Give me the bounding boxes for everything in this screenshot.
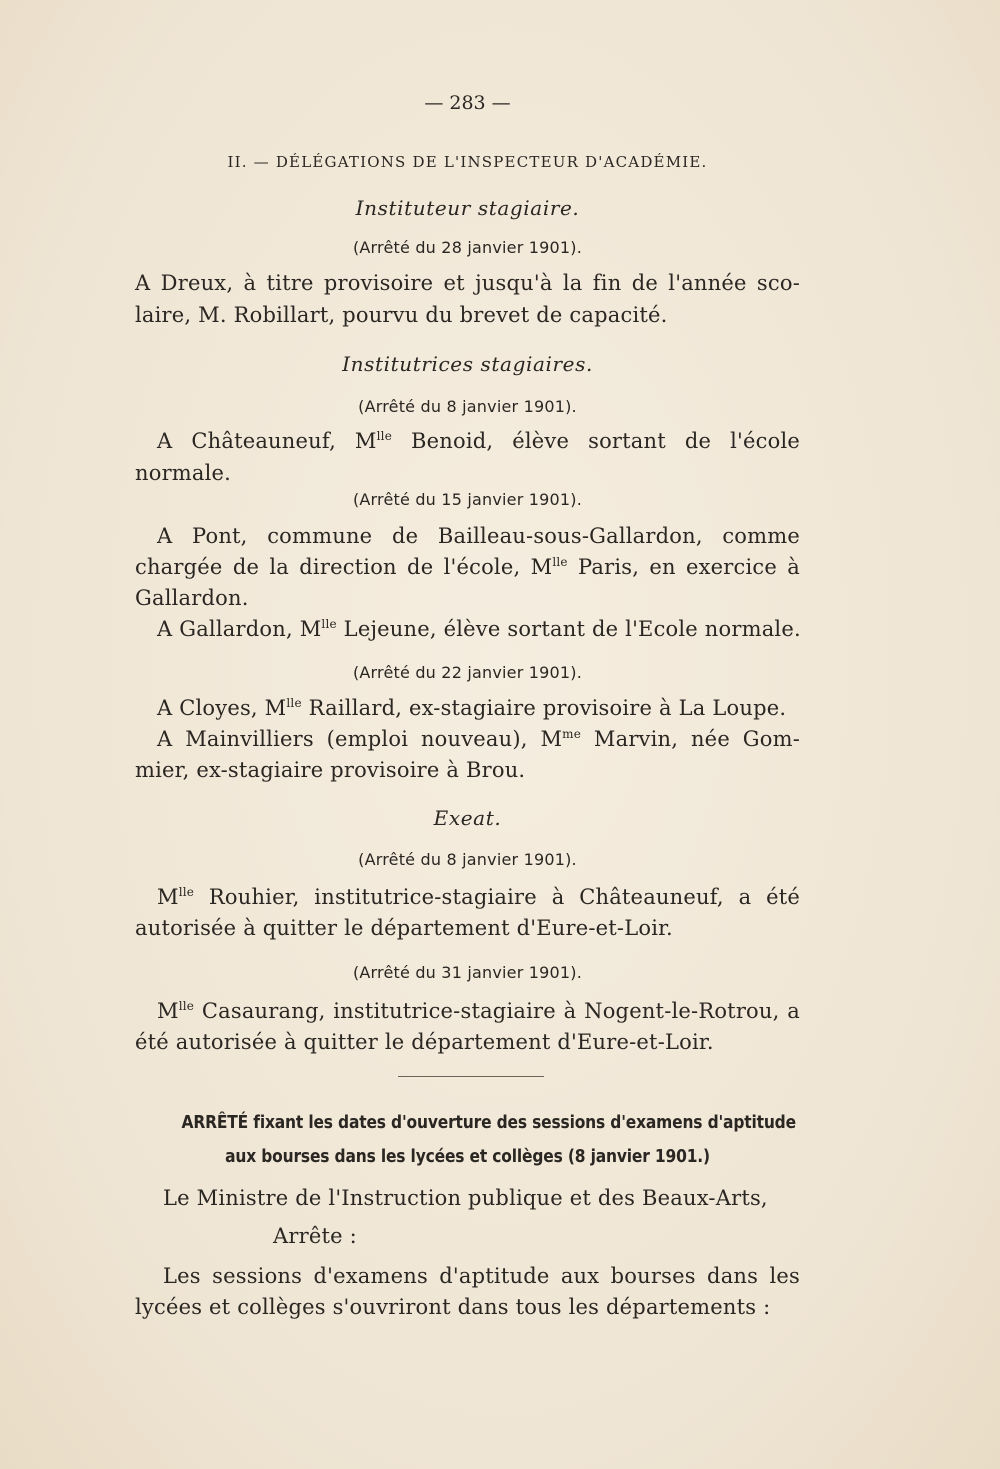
subtitle-exeat: Exeat. [433, 806, 502, 830]
arrete-date: (Arrêté du 8 janvier 1901). [358, 397, 577, 416]
arrete-date: (Arrêté du 22 janvier 1901). [352, 663, 583, 682]
arrete-date: (Arrêté du 31 janvier 1901). [352, 963, 583, 982]
section-heading: II. — DÉLÉGATIONS DE L'INSPECTEUR D'ACADÉMIE. [227, 153, 708, 171]
paragraph-line: A Pont, commune de Bailleau-sous-Gallardon, comme [157, 524, 800, 548]
paragraph-line: Gallardon. [135, 586, 249, 610]
minister-line: Le Ministre de l'Instruction publique et des Beaux-Arts, [163, 1186, 768, 1210]
paragraph-line: A Cloyes, $M^{lle}$ Raillard, ex-stagiaire provisoire à La Loupe. [157, 696, 787, 720]
arrete-word: Arrête : [273, 1224, 357, 1248]
paragraph-line: A Gallardon, $M^{lle}$ Lejeune, élève sortant de l'Ecole normale. [157, 617, 801, 641]
paragraph-line: $M^{lle}$ Casaurang, institutrice-stagiaire à Nogent-le-Rotrou, a [157, 999, 800, 1023]
arrete-date: (Arrêté du 15 janvier 1901). [352, 490, 583, 509]
paragraph-line: A Dreux, à titre provisoire et jusqu'à la fin de l'année sco- [135, 271, 800, 295]
page-number: — 283 — [424, 92, 511, 114]
subtitle-instituteur-stagiaire: Instituteur stagiaire. [355, 196, 580, 220]
paragraph-line: $M^{lle}$ Rouhier, institutrice-stagiaire à Châteauneuf, a été [157, 885, 800, 909]
subtitle-institutrices-stagiaires: Institutrices stagiaires. [342, 352, 593, 376]
paragraph-line: chargée de la direction de l'école, $M^{lle}$ Paris, en exercice à [135, 555, 800, 579]
paragraph-line: mier, ex-stagiaire provisoire à Brou. [135, 758, 526, 782]
arrete-date: (Arrêté du 28 janvier 1901). [352, 238, 583, 257]
arrete-heading: aux bourses dans les lycées et collèges (8 janvier 1901.) [225, 1146, 710, 1167]
paragraph-line: autorisée à quitter le département d'Eure-et-Loir. [135, 916, 673, 940]
paragraph-line: laire, M. Robillart, pourvu du brevet de capacité. [135, 303, 668, 327]
arrete-heading: ARRÊTÉ fixant les dates d'ouverture des sessions d'examens d'aptitude [181, 1112, 796, 1133]
paragraph-line: Les sessions d'examens d'aptitude aux bourses dans les [163, 1264, 800, 1288]
paragraph-line: A Mainvilliers (emploi nouveau), $M^{me}$ Marvin, née Gom- [157, 727, 800, 751]
paragraph-line: lycées et collèges s'ouvriront dans tous les départements : [135, 1295, 771, 1319]
paragraph-line: A Châteauneuf, $M^{lle}$ Benoid, élève sortant de l'école [157, 429, 800, 453]
arrete-date: (Arrêté du 8 janvier 1901). [358, 850, 577, 869]
paragraph-line: normale. [135, 461, 232, 485]
paragraph-line: été autorisée à quitter le département d'Eure-et-Loir. [135, 1030, 714, 1054]
section-divider [398, 1076, 544, 1077]
